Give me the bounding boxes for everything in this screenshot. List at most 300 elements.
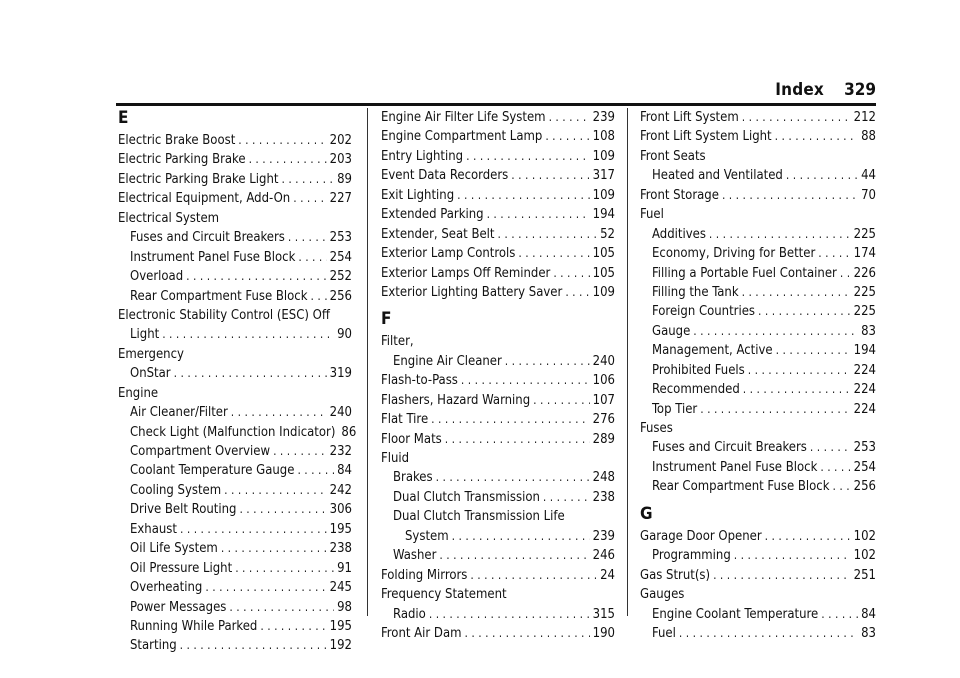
index-page-ref: 106	[592, 373, 615, 389]
index-entry	[118, 636, 352, 655]
index-term: System	[405, 528, 449, 544]
dot-leader	[765, 527, 851, 546]
index-entry	[640, 244, 876, 263]
index-entry	[381, 186, 615, 205]
dot-leader	[174, 364, 327, 383]
index-page-ref: 239	[592, 528, 615, 544]
index-term: Programming	[652, 548, 731, 564]
index-entry	[640, 400, 876, 419]
index-term: Gauges	[640, 587, 685, 603]
index-entry	[640, 283, 876, 302]
index-page-ref: 98	[337, 599, 352, 615]
index-entry	[118, 520, 352, 539]
index-term: Event Data Recorders	[381, 168, 509, 184]
index-term: Brakes	[393, 470, 433, 486]
index-page-ref: 195	[329, 618, 352, 634]
dot-leader	[775, 127, 858, 146]
dot-leader	[231, 403, 327, 422]
index-entry	[640, 166, 876, 185]
index-term: Engine Air Cleaner	[393, 353, 502, 369]
index-term: Management, Active	[652, 343, 773, 359]
index-page-ref: 88	[861, 129, 876, 145]
index-page-ref: 102	[853, 548, 876, 564]
index-term: Washer	[393, 548, 437, 564]
dot-leader	[700, 400, 850, 419]
index-entry	[381, 371, 615, 390]
index-page-ref: 195	[329, 521, 352, 537]
dot-leader	[260, 617, 326, 636]
dot-leader	[748, 361, 851, 380]
index-entry	[381, 527, 615, 546]
index-term: Instrument Panel Fuse Block	[130, 249, 296, 265]
index-entry	[118, 345, 352, 364]
index-term: Electric Parking Brake Light	[118, 171, 279, 187]
dot-leader	[833, 477, 851, 496]
dot-leader	[461, 371, 590, 390]
index-term: Gauge	[652, 323, 691, 339]
index-entry	[640, 186, 876, 205]
index-term: Garage Door Opener	[640, 528, 762, 544]
index-entry	[640, 527, 876, 546]
index-page-ref: 102	[853, 528, 876, 544]
index-entry	[118, 364, 352, 383]
column-divider	[627, 108, 628, 616]
dot-leader	[549, 108, 590, 127]
index-entry	[640, 341, 876, 360]
index-page-ref: 83	[861, 323, 876, 339]
index-page-ref: 253	[329, 230, 352, 246]
dot-leader	[239, 500, 326, 519]
dot-leader	[821, 605, 858, 624]
index-entry	[118, 539, 352, 558]
index-page-ref: 24	[600, 567, 615, 583]
dot-leader	[758, 302, 851, 321]
index-entry	[118, 209, 352, 228]
index-page-ref: 84	[861, 606, 876, 622]
index-entry	[118, 423, 357, 442]
dot-leader	[545, 127, 589, 146]
index-term: Front Storage	[640, 187, 719, 203]
dot-leader	[713, 566, 851, 585]
index-term: Fuel	[652, 625, 676, 641]
index-term: Floor Mats	[381, 431, 442, 447]
index-page-ref: 245	[329, 580, 352, 596]
index-term: Cooling System	[130, 482, 222, 498]
index-page-ref: 254	[329, 249, 352, 265]
page-header	[116, 80, 876, 104]
index-term: Engine Compartment Lamp	[381, 129, 543, 145]
section-letter: G	[640, 503, 653, 524]
dot-leader	[288, 228, 327, 247]
index-page-ref: 107	[592, 392, 615, 408]
index-entry	[381, 624, 615, 643]
index-page-ref: 192	[329, 638, 352, 654]
index-entry	[118, 131, 352, 150]
index-page-ref: 70	[861, 187, 876, 203]
index-term: Front Seats	[640, 148, 706, 164]
dot-leader	[470, 566, 597, 585]
section-letter: F	[381, 309, 392, 330]
index-term: Filter,	[381, 334, 414, 350]
index-page-ref: 319	[329, 366, 352, 382]
index-term: Economy, Driving for Better	[652, 246, 816, 262]
index-page-ref: 109	[592, 148, 615, 164]
dot-leader	[429, 605, 590, 624]
index-entry	[118, 461, 352, 480]
index-entry	[381, 546, 615, 565]
index-entry	[381, 449, 615, 468]
index-page-ref: 227	[329, 191, 352, 207]
index-entry	[118, 306, 352, 325]
dot-leader	[498, 225, 598, 244]
index-page-ref: 109	[592, 187, 615, 203]
dot-leader	[511, 166, 589, 185]
index-term: Filling the Tank	[652, 284, 739, 300]
index-page-ref: 224	[853, 362, 876, 378]
index-page-ref: 253	[853, 440, 876, 456]
index-term: Flat Tire	[381, 412, 429, 428]
index-entry	[118, 598, 352, 617]
dot-leader	[533, 391, 590, 410]
dot-leader	[205, 578, 326, 597]
dot-leader	[436, 468, 590, 487]
index-term: Overheating	[130, 580, 203, 596]
index-term: Engine Air Filter Life System	[381, 110, 546, 125]
index-term: Entry Lighting	[381, 148, 464, 164]
index-page-ref: 251	[853, 567, 876, 583]
dot-leader	[281, 170, 334, 189]
index-entry	[640, 605, 876, 624]
dot-leader	[249, 150, 327, 169]
index-term: Coolant Temperature Gauge	[130, 463, 295, 479]
index-page-ref: 190	[592, 625, 615, 641]
index-term: Top Tier	[652, 401, 698, 417]
index-entry	[381, 566, 615, 585]
index-entry	[118, 559, 352, 578]
index-entry	[118, 189, 352, 208]
index-term: Engine	[118, 385, 159, 401]
index-page-ref: 252	[329, 269, 352, 285]
index-entry	[118, 384, 352, 403]
index-page-ref: 232	[329, 444, 352, 459]
index-entry	[640, 127, 876, 146]
index-entry	[118, 248, 352, 267]
index-page-ref: 246	[592, 548, 615, 564]
index-term: Fuses and Circuit Breakers	[130, 230, 285, 246]
index-entry	[640, 322, 876, 341]
index-entry	[118, 500, 352, 519]
index-page-ref: 256	[329, 288, 352, 304]
index-entry	[381, 264, 615, 283]
index-entry	[640, 147, 876, 166]
index-entry	[381, 391, 615, 410]
index-entry	[118, 228, 352, 247]
index-page-ref: 238	[329, 541, 352, 557]
index-entry	[381, 244, 615, 263]
index-term: OnStar	[130, 366, 171, 382]
index-entry	[381, 127, 615, 146]
index-entry	[118, 481, 352, 500]
index-page-ref: 240	[329, 405, 352, 421]
index-term: Additives	[652, 226, 706, 242]
index-entry	[118, 150, 352, 169]
index-entry	[118, 403, 352, 422]
dot-leader	[810, 438, 851, 457]
index-term: Frequency Statement	[381, 587, 507, 603]
dot-leader	[465, 624, 590, 643]
index-entry	[381, 225, 615, 244]
dot-leader	[229, 598, 334, 617]
dot-leader	[786, 166, 858, 185]
index-page-ref: 248	[592, 470, 615, 486]
dot-leader	[820, 458, 850, 477]
index-page-ref: 225	[853, 304, 876, 320]
index-page-ref: 317	[592, 168, 615, 184]
index-term: Filling a Portable Fuel Container	[652, 265, 837, 281]
index-entry	[640, 225, 876, 244]
index-page-ref: 225	[853, 226, 876, 242]
index-page-ref: 256	[853, 479, 876, 495]
index-term: Exterior Lamps Off Reminder	[381, 265, 551, 281]
index-entry	[381, 585, 615, 604]
index-entry	[381, 352, 615, 371]
index-page-ref: 202	[329, 133, 352, 148]
index-entry	[640, 624, 876, 643]
index-entry	[381, 605, 615, 624]
dot-leader	[221, 539, 327, 558]
index-page-ref: 254	[853, 459, 876, 475]
index-entry	[640, 205, 876, 224]
index-term: Heated and Ventilated	[652, 168, 783, 184]
page-number: 329	[844, 80, 876, 100]
index-entry	[640, 361, 876, 380]
index-page-ref: 86	[341, 424, 357, 440]
index-entry	[381, 488, 615, 507]
index-term: Overload	[130, 269, 184, 285]
index-entry	[381, 147, 615, 166]
dot-leader	[238, 131, 326, 150]
dot-leader	[439, 546, 589, 565]
index-term: Electric Brake Boost	[118, 133, 236, 148]
index-page-ref: 238	[592, 489, 615, 505]
index-entry	[381, 283, 615, 302]
dot-leader	[565, 283, 589, 302]
section-letter: E	[118, 108, 129, 128]
index-term: Exterior Lighting Battery Saver	[381, 284, 563, 300]
index-term: Electronic Stability Control (ESC) Off	[118, 307, 330, 323]
index-entry	[381, 332, 615, 351]
index-page-ref: 89	[337, 171, 352, 187]
index-page-ref: 224	[853, 382, 876, 398]
dot-leader	[693, 322, 858, 341]
index-term: Flash-to-Pass	[381, 373, 458, 389]
index-term: Oil Pressure Light	[130, 560, 233, 576]
index-term: Compartment Overview	[130, 444, 271, 459]
index-term: Dual Clutch Transmission	[393, 489, 540, 505]
index-term: Light	[130, 327, 160, 343]
index-page-ref: 194	[592, 207, 615, 223]
dot-leader	[273, 442, 327, 461]
dot-leader	[818, 244, 850, 263]
dot-leader	[466, 147, 590, 166]
dot-leader	[543, 488, 590, 507]
index-entry	[118, 170, 352, 189]
index-entry	[118, 267, 352, 286]
index-term: Flashers, Hazard Warning	[381, 392, 531, 408]
index-term: Fuses and Circuit Breakers	[652, 440, 807, 456]
index-term: Electrical System	[118, 210, 220, 226]
index-term: Fuses	[640, 421, 673, 436]
index-entry	[118, 325, 352, 344]
index-term: Engine Coolant Temperature	[652, 606, 819, 622]
dot-leader	[518, 244, 589, 263]
dot-leader	[180, 520, 327, 539]
index-term: Dual Clutch Transmission Life	[393, 509, 565, 525]
index-entry	[640, 419, 876, 438]
index-entry	[118, 617, 352, 636]
index-page-ref: 90	[337, 327, 352, 343]
index-term: Foreign Countries	[652, 304, 756, 320]
dot-leader	[445, 430, 590, 449]
index-page-ref: 194	[853, 343, 876, 359]
index-entry	[118, 442, 352, 461]
index-page-ref: 315	[592, 606, 615, 622]
index-term: Gas Strut(s)	[640, 567, 711, 583]
dot-leader	[162, 325, 334, 344]
index-entry	[381, 205, 615, 224]
index-column-1	[118, 108, 357, 656]
dot-leader	[505, 352, 590, 371]
dot-leader	[297, 461, 334, 480]
index-column-3	[640, 108, 876, 643]
index-term: Air Cleaner/Filter	[130, 405, 228, 421]
index-term: Fuel	[640, 207, 664, 223]
dot-leader	[457, 186, 590, 205]
dot-leader	[235, 559, 334, 578]
index-term: Emergency	[118, 346, 184, 362]
index-term: Front Lift System Light	[640, 129, 772, 145]
dot-leader	[709, 225, 851, 244]
dot-leader	[452, 527, 590, 546]
dot-leader	[224, 481, 327, 500]
index-page-ref: 212	[853, 110, 876, 125]
index-term: Drive Belt Routing	[130, 502, 237, 518]
index-entry	[381, 108, 615, 127]
index-term: Exit Lighting	[381, 187, 455, 203]
dot-leader	[722, 186, 858, 205]
index-term: Instrument Panel Fuse Block	[652, 459, 818, 475]
index-term: Rear Compartment Fuse Block	[130, 288, 308, 304]
index-entry	[640, 108, 876, 127]
dot-leader	[431, 410, 590, 429]
index-term: Fluid	[381, 451, 410, 466]
dot-leader	[293, 189, 326, 208]
index-page-ref: 203	[329, 152, 352, 168]
index-page-ref: 105	[592, 265, 615, 281]
index-page-ref: 225	[853, 284, 876, 300]
index-entry	[640, 438, 876, 457]
index-entry	[381, 410, 615, 429]
index-page-ref: 108	[592, 129, 615, 145]
index-page-ref: 240	[592, 353, 615, 369]
index-page-ref: 239	[592, 110, 615, 125]
index-entry	[640, 566, 876, 585]
index-term: Extended Parking	[381, 207, 484, 223]
index-term: Prohibited Fuels	[652, 362, 745, 378]
dot-leader	[742, 108, 851, 127]
index-entry	[381, 468, 615, 487]
dot-leader	[180, 636, 327, 655]
dot-leader	[743, 380, 851, 399]
index-entry	[118, 578, 352, 597]
index-term: Extender, Seat Belt	[381, 226, 495, 242]
index-entry	[640, 477, 876, 496]
dot-leader	[553, 264, 589, 283]
index-entry	[640, 458, 876, 477]
dot-leader	[298, 248, 326, 267]
index-page-ref: 109	[592, 284, 615, 300]
index-page-ref: 52	[600, 226, 615, 242]
column-divider	[367, 108, 368, 616]
index-page-ref: 91	[337, 560, 352, 576]
index-page-ref: 83	[861, 625, 876, 641]
index-term: Rear Compartment Fuse Block	[652, 479, 830, 495]
index-term: Power Messages	[130, 599, 227, 615]
index-term: Electrical Equipment, Add-On	[118, 191, 291, 207]
dot-leader	[487, 205, 590, 224]
index-entry	[381, 166, 615, 185]
index-entry	[381, 430, 615, 449]
index-entry	[640, 264, 876, 283]
index-page-ref: 105	[592, 246, 615, 262]
index-term: Starting	[130, 638, 177, 654]
index-term: Check Light (Malfunction Indicator)	[130, 424, 336, 440]
dot-leader	[840, 264, 851, 283]
index-page-ref: 224	[853, 401, 876, 417]
index-page-ref: 276	[592, 412, 615, 428]
index-term: Radio	[393, 606, 426, 622]
index-term: Exterior Lamp Controls	[381, 246, 516, 262]
index-term: Oil Life System	[130, 541, 218, 557]
index-page-ref: 242	[329, 482, 352, 498]
index-term: Folding Mirrors	[381, 567, 468, 583]
index-page-ref: 84	[337, 463, 352, 479]
index-page-ref: 44	[861, 168, 876, 184]
index-term: Front Air Dam	[381, 625, 462, 641]
index-page-ref: 289	[592, 431, 615, 447]
index-term: Running While Parked	[130, 618, 258, 634]
dot-leader	[776, 341, 851, 360]
page-title: Index	[775, 80, 824, 100]
header-rule	[116, 103, 876, 106]
index-column-2	[381, 108, 615, 643]
dot-leader	[679, 624, 858, 643]
index-term: Exhaust	[130, 521, 177, 537]
index-page-ref: 306	[329, 502, 352, 518]
dot-leader	[186, 267, 327, 286]
index-entry	[381, 507, 615, 526]
index-entry	[118, 287, 352, 306]
index-term: Electric Parking Brake	[118, 152, 246, 168]
index-entry	[640, 380, 876, 399]
index-page-ref: 174	[853, 246, 876, 262]
index-entry	[640, 302, 876, 321]
index-entry	[640, 546, 876, 565]
dot-leader	[742, 283, 851, 302]
index-page-ref: 226	[853, 265, 876, 281]
dot-leader	[734, 546, 851, 565]
index-term: Recommended	[652, 382, 740, 398]
